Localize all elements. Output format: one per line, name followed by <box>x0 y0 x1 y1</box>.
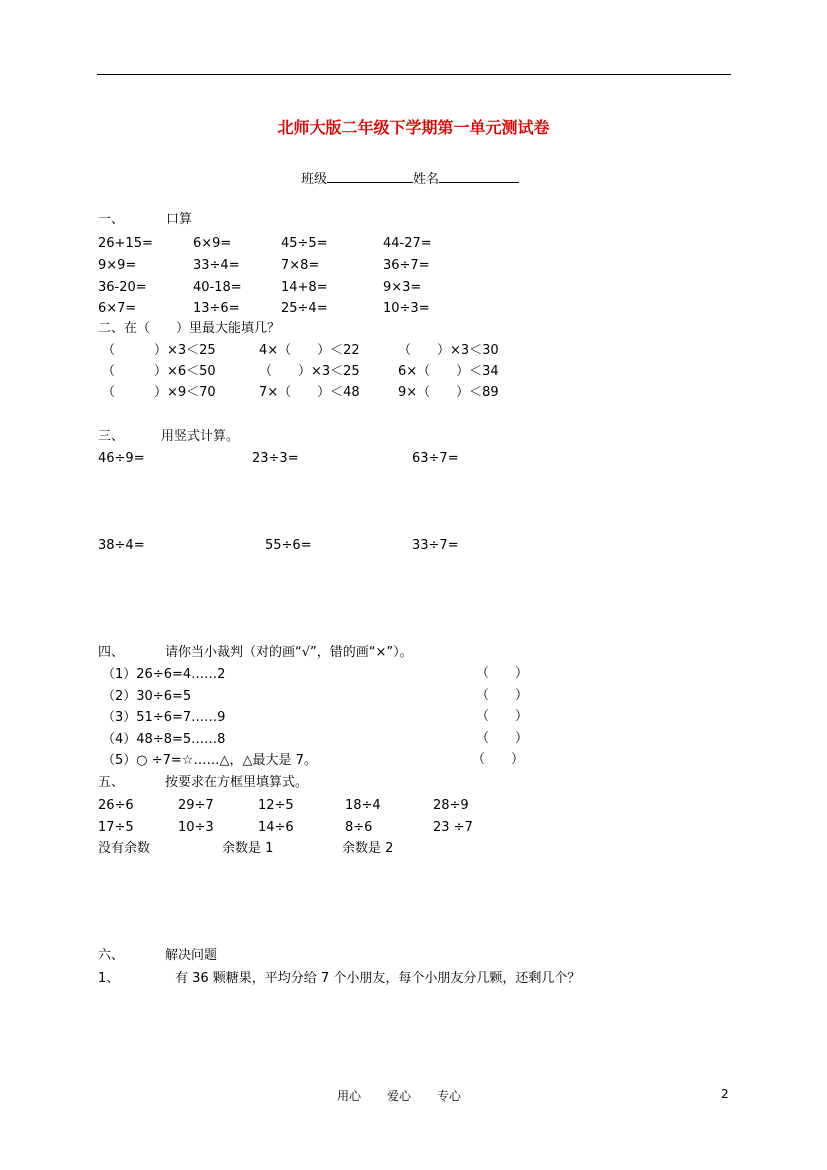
s1-item: 36-20= <box>98 280 147 295</box>
section-4-title: 请你当小裁判（对的画“√”，错的画“×”）。 <box>165 645 413 660</box>
s3-item: 55÷6= <box>265 538 312 553</box>
s4-answer-blank[interactable]: （ ） <box>476 688 529 703</box>
s2-item: （ ）×3＜30 <box>398 343 499 358</box>
s1-item: 9×3= <box>383 280 422 295</box>
s2-item: （ ）×3＜25 <box>102 343 216 358</box>
section-3-number: 三、 <box>98 429 125 444</box>
s4-question: （1）26÷6=4……2 <box>102 667 226 682</box>
section-1-title: 口算 <box>166 212 193 227</box>
s3-item: 46÷9= <box>98 451 145 466</box>
s3-item: 63÷7= <box>412 451 459 466</box>
s5-item: 14÷6 <box>258 820 294 835</box>
s1-item: 33÷4= <box>193 258 240 273</box>
s4-question: （4）48÷8=5……8 <box>102 732 226 747</box>
section-6-title: 解决问题 <box>165 948 218 963</box>
s1-item: 25÷4= <box>281 301 328 316</box>
s5-item: 29÷7 <box>178 798 214 813</box>
footer-word: 用心 <box>337 1089 362 1103</box>
s3-item: 23÷3= <box>252 451 299 466</box>
s5-item: 8÷6 <box>345 820 373 835</box>
s4-question: （5）○ ÷7=☆……△，△最大是 7。 <box>102 753 317 768</box>
student-info <box>301 168 519 187</box>
section-6-number: 六、 <box>98 948 125 963</box>
s4-question: （3）51÷6=7……9 <box>102 710 226 725</box>
s5-item: 17÷5 <box>98 820 134 835</box>
s1-item: 26+15= <box>98 236 153 251</box>
s5-item: 28÷9 <box>433 798 469 813</box>
s2-item: （ ）×3＜25 <box>259 364 360 379</box>
s4-answer-blank[interactable]: （ ） <box>476 666 529 681</box>
section-1-number: 一、 <box>98 212 125 227</box>
class-label: 班级 <box>301 172 328 187</box>
s3-item: 38÷4= <box>98 538 145 553</box>
s1-item: 6×9= <box>193 236 232 251</box>
s5-category: 没有余数 <box>98 841 151 856</box>
s1-item: 14+8= <box>281 280 328 295</box>
s1-item: 13÷6= <box>193 301 240 316</box>
s4-answer-blank[interactable]: （ ） <box>476 731 529 746</box>
s1-item: 36÷7= <box>383 258 430 273</box>
class-blank[interactable] <box>327 168 413 183</box>
s1-item: 7×8= <box>281 258 320 273</box>
s1-item: 40-18= <box>193 280 242 295</box>
s4-answer-blank[interactable]: （ ） <box>472 752 525 767</box>
s1-item: 6×7= <box>98 301 137 316</box>
s5-item: 26÷6 <box>98 798 134 813</box>
section-5-title: 按要求在方框里填算式。 <box>165 775 309 790</box>
s2-item: 7×（ ）＜48 <box>259 385 360 400</box>
s4-question: （2）30÷6=5 <box>102 689 192 704</box>
footer-word: 专心 <box>437 1089 462 1103</box>
s5-item: 12÷5 <box>258 798 294 813</box>
section-2-title: 二、在（ ）里最大能填几？ <box>98 321 281 336</box>
s5-category: 余数是 1 <box>222 841 274 856</box>
s2-item: 4×（ ）＜22 <box>259 343 360 358</box>
s4-answer-blank[interactable]: （ ） <box>476 709 529 724</box>
s2-item: （ ）×9＜70 <box>102 385 216 400</box>
name-blank[interactable] <box>439 168 519 183</box>
page-number: 2 <box>721 1087 729 1101</box>
section-5-number: 五、 <box>98 775 125 790</box>
s6-q1-text: 有 36 颗糖果，平均分给 7 个小朋友，每个小朋友分几颗，还剩几个？ <box>175 971 581 986</box>
s1-item: 45÷5= <box>281 236 328 251</box>
page-title: 北师大版二年级下学期第一单元测试卷 <box>277 118 550 137</box>
s1-item: 44-27= <box>383 236 432 251</box>
s5-category: 余数是 2 <box>342 841 394 856</box>
section-3-title: 用竖式计算。 <box>161 429 240 444</box>
header-rule <box>97 74 731 75</box>
s3-item: 33÷7= <box>412 538 459 553</box>
name-label: 姓名 <box>413 172 440 187</box>
s6-q1-number: 1、 <box>98 971 120 986</box>
s5-item: 10÷3 <box>178 820 214 835</box>
section-4-number: 四、 <box>98 645 125 660</box>
s1-item: 10÷3= <box>383 301 430 316</box>
s2-item: 6×（ ）＜34 <box>398 364 499 379</box>
s2-item: 9×（ ）＜89 <box>398 385 499 400</box>
s5-item: 18÷4 <box>345 798 381 813</box>
s2-item: （ ）×6＜50 <box>102 364 216 379</box>
s5-item: 23 ÷7 <box>433 820 473 835</box>
s1-item: 9×9= <box>98 258 137 273</box>
footer-word: 爱心 <box>387 1089 412 1103</box>
